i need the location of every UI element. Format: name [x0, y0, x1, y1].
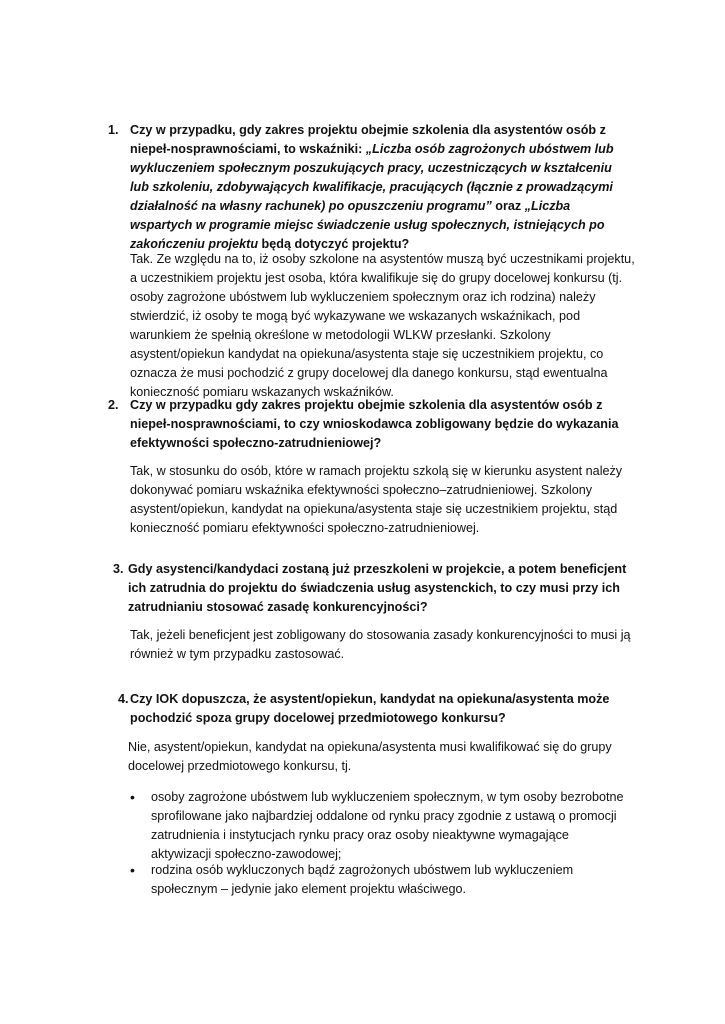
question-1-text-e: będą dotyczyć projektu? [258, 237, 410, 251]
question-2-text: Czy w przypadku gdy zakres projektu obejmie szkolenia dla asystentów osób z niepeł-nosprawnościami, to czy wnioskodawca zobligowany będzie do wykazania efektywności społeczno-zatrudnieniowej? [130, 398, 619, 450]
question-1-indicator-2: „Liczba wspartych w programie miejsc świadczenie usług społecznych, istniejących po zakończeniu projektu [130, 199, 605, 251]
question-1-text-a: Czy w przypadku, gdy zakres projektu obejmie szkolenia dla asystentów osób z niepeł-nosprawnościami, to wskaźniki: [130, 123, 606, 156]
answer-1: Tak. Ze względu na to, iż osoby szkolone na asystentów muszą być uczestnikami projektu, a uczestnikiem projektu jest osoba, która kwalifikuje się do grupy docelowej konkursu (tj. osoby zagrożone ubóstwem lub wykluczeniem społecznym oraz ich rodzina) należy stwierdzić, iż osoby te mogą być wykazywane we wskazanych wskaźnikach, pod warunkiem że spełnią określone w metodologii WLKW przesłanki. Szkolony asystent/opiekun kandydat na opiekuna/asystenta staje się uczestnikiem projektu, co oznacza że musi pochodzić z grupy docelowej dla danego konkursu, stąd ewentualna konieczność pomiaru wskazanych wskaźników. [130, 252, 635, 399]
bullet-2-text: rodzina osób wykluczonych bądź zagrożonych ubóstwem lub wykluczeniem społecznym – jedynie jako element projektu właściwego. [151, 863, 574, 896]
question-4-number: 4. [118, 692, 129, 706]
question-1-text [130, 121, 628, 254]
bullet-2-marker: • [130, 862, 135, 878]
question-1 [108, 121, 628, 261]
question-1-indicator-1: „Liczba osób zagrożonych ubóstwem lub wykluczeniem społecznym poszukujących pracy, uczestniczących w kształceniu lub szkoleniu, zdobywających kwalifikacje, pracujących (łącznie z prowadzącymi działalność na własny rachunek) po opuszczeniu programu” [130, 142, 614, 213]
answer-4: Nie, asystent/opiekun, kandydat na opiekuna/asystenta musi kwalifikować się do grupy docelowej przedmiotowego konkursu, tj. [128, 740, 612, 773]
question-1-number: 1. [108, 123, 119, 137]
question-4 [118, 690, 648, 730]
bullet-1-marker: • [130, 789, 135, 805]
bullet-1-text: osoby zagrożone ubóstwem lub wykluczeniem społecznym, w tym osoby bezrobotne sprofilowane jako najbardziej oddalone od rynku pracy zgodnie z ustawą o promocji zatrudnienia i instytucjach rynku pracy oraz osoby nieaktywne wymagające aktywizacji społeczno-zawodowej; [151, 790, 624, 861]
question-3 [113, 560, 643, 620]
question-3-text: Gdy asystenci/kandydaci zostaną już przeszkoleni w projekcie, a potem beneficjent ich zatrudnia do projektu do świadczenia usług asystenckich, to czy musi przy ich zatrudnianiu stosować zasadę konkurencyjności? [128, 562, 627, 614]
question-1-text-c: oraz [491, 199, 525, 213]
question-3-number: 3. [113, 562, 124, 576]
answer-3: Tak, jeżeli beneficjent jest zobligowany do stosowania zasady konkurencyjności to musi ją również w tym przypadku zastosować. [130, 628, 631, 661]
question-4-text: Czy IOK dopuszcza, że asystent/opiekun, kandydat na opiekuna/asystenta może pochodzić spoza grupy docelowej przedmiotowego konkursu? [130, 692, 610, 725]
question-2-number: 2. [108, 398, 119, 412]
answer-2: Tak, w stosunku do osób, które w ramach projektu szkolą się w kierunku asystent należy dokonywać pomiaru wskaźnika efektywności społeczno–zatrudnieniowej. Szkolony asystent/opiekun, kandydat na opiekuna/asystenta staje się uczestnikiem projektu, stąd konieczność pomiaru efektywności społeczno-zatrudnieniowej. [130, 464, 623, 535]
question-2 [108, 396, 628, 456]
